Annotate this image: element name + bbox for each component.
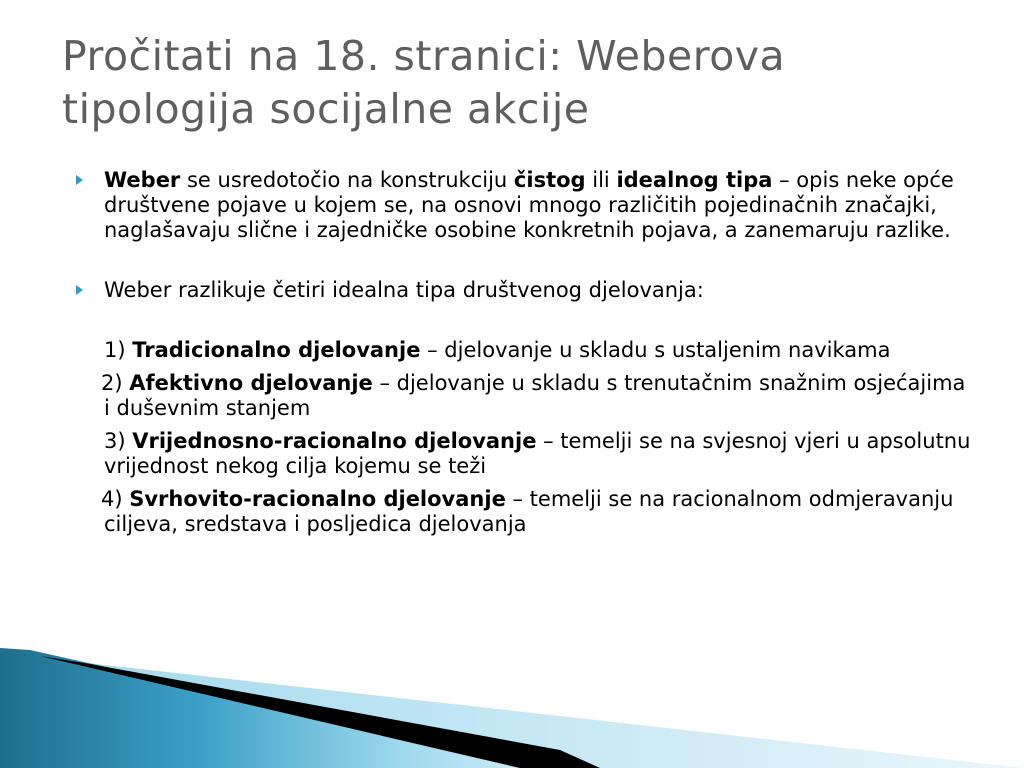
deco-blue-band [0, 648, 560, 768]
bullet-text: ili [585, 168, 617, 192]
action-type-item [104, 338, 974, 363]
action-type-description: – temelji se na racionalnom odmjeravanju ciljeva, sredstava i posljedica djelovanja [104, 487, 954, 536]
bullet-ideal-type [74, 168, 974, 243]
action-type-number: 4) [101, 487, 130, 511]
bullet-text: – opis neke opće društvene pojave u kojem se, na osnovi mnogo različitih pojedinačnih značajki, naglašavaju slične i zajedničke osobine konkretnih pojava, a zanemaruju razlike. [104, 168, 954, 242]
slide-title: Pročitati na 18. stranici: Weberova tipologija socijalne akcije [62, 32, 786, 133]
deco-light-band [0, 652, 1024, 768]
action-type-item [101, 487, 974, 537]
action-type-name: Afektivno djelovanje [129, 371, 373, 395]
action-type-number: 1) [104, 338, 133, 362]
bullet-text: Weber razlikuje četiri idealna tipa društvenog djelovanja: [104, 278, 704, 302]
action-type-name: Vrijednosno-racionalno djelovanje [132, 429, 537, 453]
action-type-name: Tradicionalno djelovanje [132, 338, 421, 362]
bullet-text-cistog: čistog [513, 168, 586, 192]
action-type-name: Svrhovito-racionalno djelovanje [129, 487, 506, 511]
action-type-number: 3) [104, 429, 133, 453]
action-type-description: – temelji se na svjesnoj vjeri u apsolutnu vrijednost nekog cilja kojemu se teži [104, 429, 971, 478]
action-type-item [101, 371, 974, 421]
bullet-arrow-icon [76, 175, 83, 185]
action-type-description: – djelovanje u skladu s trenutačnim snažnim osjećajima i duševnim stanjem [104, 371, 966, 420]
deco-black-stripe [40, 656, 600, 768]
action-type-description: – djelovanje u skladu s ustaljenim navikama [420, 338, 891, 362]
bullet-text-idealnog-tipa: idealnog tipa [616, 168, 773, 192]
bullet-four-types [74, 278, 974, 303]
action-type-number: 2) [101, 371, 130, 395]
action-type-item [104, 429, 974, 479]
bullet-text: se usredotočio na konstrukciju [180, 168, 514, 192]
slide-content [74, 168, 974, 545]
action-types-list [74, 338, 974, 537]
bullet-arrow-icon [76, 285, 83, 295]
bullet-text-weber: Weber [104, 168, 181, 192]
